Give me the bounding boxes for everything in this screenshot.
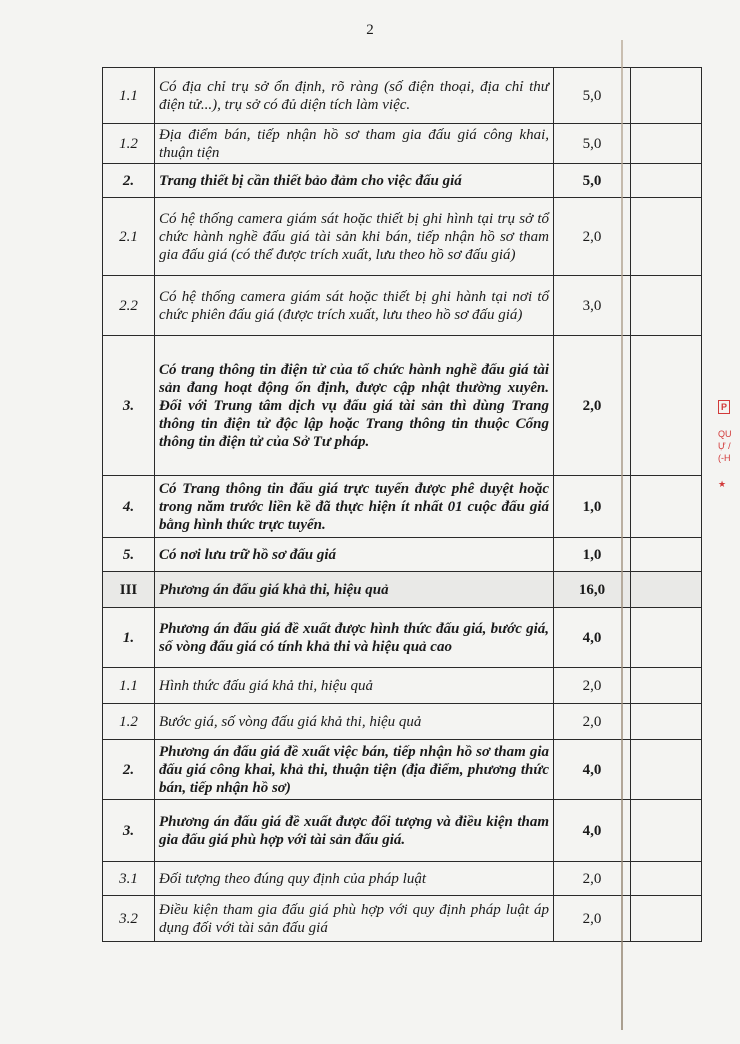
max-score: 4,0 <box>554 740 631 800</box>
max-score: 5,0 <box>554 124 631 164</box>
max-score: 4,0 <box>554 608 631 668</box>
empty-score-cell <box>631 538 702 572</box>
page-number: 2 <box>366 22 374 38</box>
criterion-text: Bước giá, số vòng đấu giá khả thi, hiệu quả <box>155 704 554 740</box>
criterion-text: Địa điểm bán, tiếp nhận hồ sơ tham gia đấu giá công khai, thuận tiện <box>155 124 554 164</box>
table-row <box>103 538 702 572</box>
criterion-text: Có Trang thông tin đấu giá trực tuyến được phê duyệt hoặc trong năm trước liền kề đã thực hiện ít nhất 01 cuộc đấu giá bằng hình thức trực tuyến. <box>155 476 554 538</box>
table-row <box>103 740 702 800</box>
max-score: 5,0 <box>554 68 631 124</box>
empty-score-cell <box>631 800 702 862</box>
max-score: 2,0 <box>554 862 631 896</box>
row-number: 2.2 <box>103 276 155 336</box>
row-number: 5. <box>103 538 155 572</box>
stamp-text: QU <box>718 429 732 439</box>
empty-score-cell <box>631 198 702 276</box>
criterion-text: Có trang thông tin điện tử của tổ chức hành nghề đấu giá tài sản đang hoạt động ổn định, được cập nhật thường xuyên. Đối với Trung tâm dịch vụ đấu giá tài sản thì dùng Trang thông tin điện tử độc lập hoặc Trang thông tin thuộc Cổng thông tin điện tử của Sở Tư pháp. <box>155 336 554 476</box>
table-row <box>103 668 702 704</box>
row-number: 1.2 <box>103 124 155 164</box>
criterion-text: Có hệ thống camera giám sát hoặc thiết bị ghi hình tại trụ sở tổ chức hành nghề đấu giá tài sản khi bán, tiếp nhận hồ sơ tham gia đấu giá (có thể được trích xuất, lưu theo hồ sơ đấu giá) <box>155 198 554 276</box>
empty-score-cell <box>631 68 702 124</box>
table-row <box>103 896 702 942</box>
row-number: 3. <box>103 336 155 476</box>
criterion-text: Trang thiết bị cần thiết bảo đảm cho việc đấu giá <box>155 164 554 198</box>
criterion-text: Điều kiện tham gia đấu giá phù hợp với quy định pháp luật áp dụng đối với tài sản đấu giá <box>155 896 554 942</box>
max-score: 1,0 <box>554 476 631 538</box>
row-number: 1. <box>103 608 155 668</box>
criterion-text: Phương án đấu giá đề xuất được đối tượng và điều kiện tham gia đấu giá phù hợp với tài sản đấu giá. <box>155 800 554 862</box>
max-score: 16,0 <box>554 572 631 608</box>
stamp-text: Ự / <box>718 441 731 451</box>
table-row <box>103 608 702 668</box>
table-row <box>103 124 702 164</box>
max-score: 2,0 <box>554 668 631 704</box>
criterion-text: Đối tượng theo đúng quy định của pháp luật <box>155 862 554 896</box>
table-row <box>103 572 702 608</box>
criterion-text: Có nơi lưu trữ hồ sơ đấu giá <box>155 538 554 572</box>
row-number: 1.1 <box>103 668 155 704</box>
table-row <box>103 704 702 740</box>
row-number: III <box>103 572 155 608</box>
empty-score-cell <box>631 572 702 608</box>
criterion-text: Phương án đấu giá đề xuất việc bán, tiếp nhận hồ sơ tham gia đấu giá công khai, khả thi, thuận tiện (địa điểm, phương thức bán, tiếp nhận hồ sơ) <box>155 740 554 800</box>
max-score: 2,0 <box>554 704 631 740</box>
criterion-text: Có địa chỉ trụ sở ổn định, rõ ràng (số điện thoại, địa chỉ thư điện tử...), trụ sở có đủ diện tích làm việc. <box>155 68 554 124</box>
max-score: 1,0 <box>554 538 631 572</box>
criterion-text: Có hệ thống camera giám sát hoặc thiết bị ghi hành tại nơi tổ chức phiên đấu giá (được trích xuất, lưu theo hồ sơ đấu giá) <box>155 276 554 336</box>
empty-score-cell <box>631 740 702 800</box>
stamp-text: (-H <box>718 453 731 463</box>
row-number: 3.2 <box>103 896 155 942</box>
row-number: 1.1 <box>103 68 155 124</box>
empty-score-cell <box>631 476 702 538</box>
criterion-text: Phương án đấu giá đề xuất được hình thức đấu giá, bước giá, số vòng đấu giá có tính khả thi và hiệu quả cao <box>155 608 554 668</box>
table-row <box>103 800 702 862</box>
empty-score-cell <box>631 124 702 164</box>
max-score: 2,0 <box>554 198 631 276</box>
table-row <box>103 68 702 124</box>
criteria-table-body <box>103 68 702 942</box>
stamp-letter: P <box>718 400 730 414</box>
empty-score-cell <box>631 896 702 942</box>
max-score: 3,0 <box>554 276 631 336</box>
empty-score-cell <box>631 336 702 476</box>
table-row <box>103 164 702 198</box>
max-score: 2,0 <box>554 336 631 476</box>
criterion-text: Hình thức đấu giá khả thi, hiệu quả <box>155 668 554 704</box>
fold-line <box>621 40 623 1030</box>
max-score: 5,0 <box>554 164 631 198</box>
table-row <box>103 276 702 336</box>
empty-score-cell <box>631 164 702 198</box>
empty-score-cell <box>631 704 702 740</box>
empty-score-cell <box>631 276 702 336</box>
table-row <box>103 476 702 538</box>
row-number: 2.1 <box>103 198 155 276</box>
max-score: 4,0 <box>554 800 631 862</box>
criteria-table <box>102 67 702 942</box>
row-number: 4. <box>103 476 155 538</box>
table-row <box>103 862 702 896</box>
red-stamp-fragment <box>718 400 740 510</box>
row-number: 3.1 <box>103 862 155 896</box>
empty-score-cell <box>631 608 702 668</box>
row-number: 2. <box>103 740 155 800</box>
table-row <box>103 336 702 476</box>
criterion-text: Phương án đấu giá khả thi, hiệu quả <box>155 572 554 608</box>
row-number: 1.2 <box>103 704 155 740</box>
row-number: 2. <box>103 164 155 198</box>
table-row <box>103 198 702 276</box>
row-number: 3. <box>103 800 155 862</box>
max-score: 2,0 <box>554 896 631 942</box>
empty-score-cell <box>631 862 702 896</box>
empty-score-cell <box>631 668 702 704</box>
stamp-star-icon: ★ <box>718 479 727 489</box>
